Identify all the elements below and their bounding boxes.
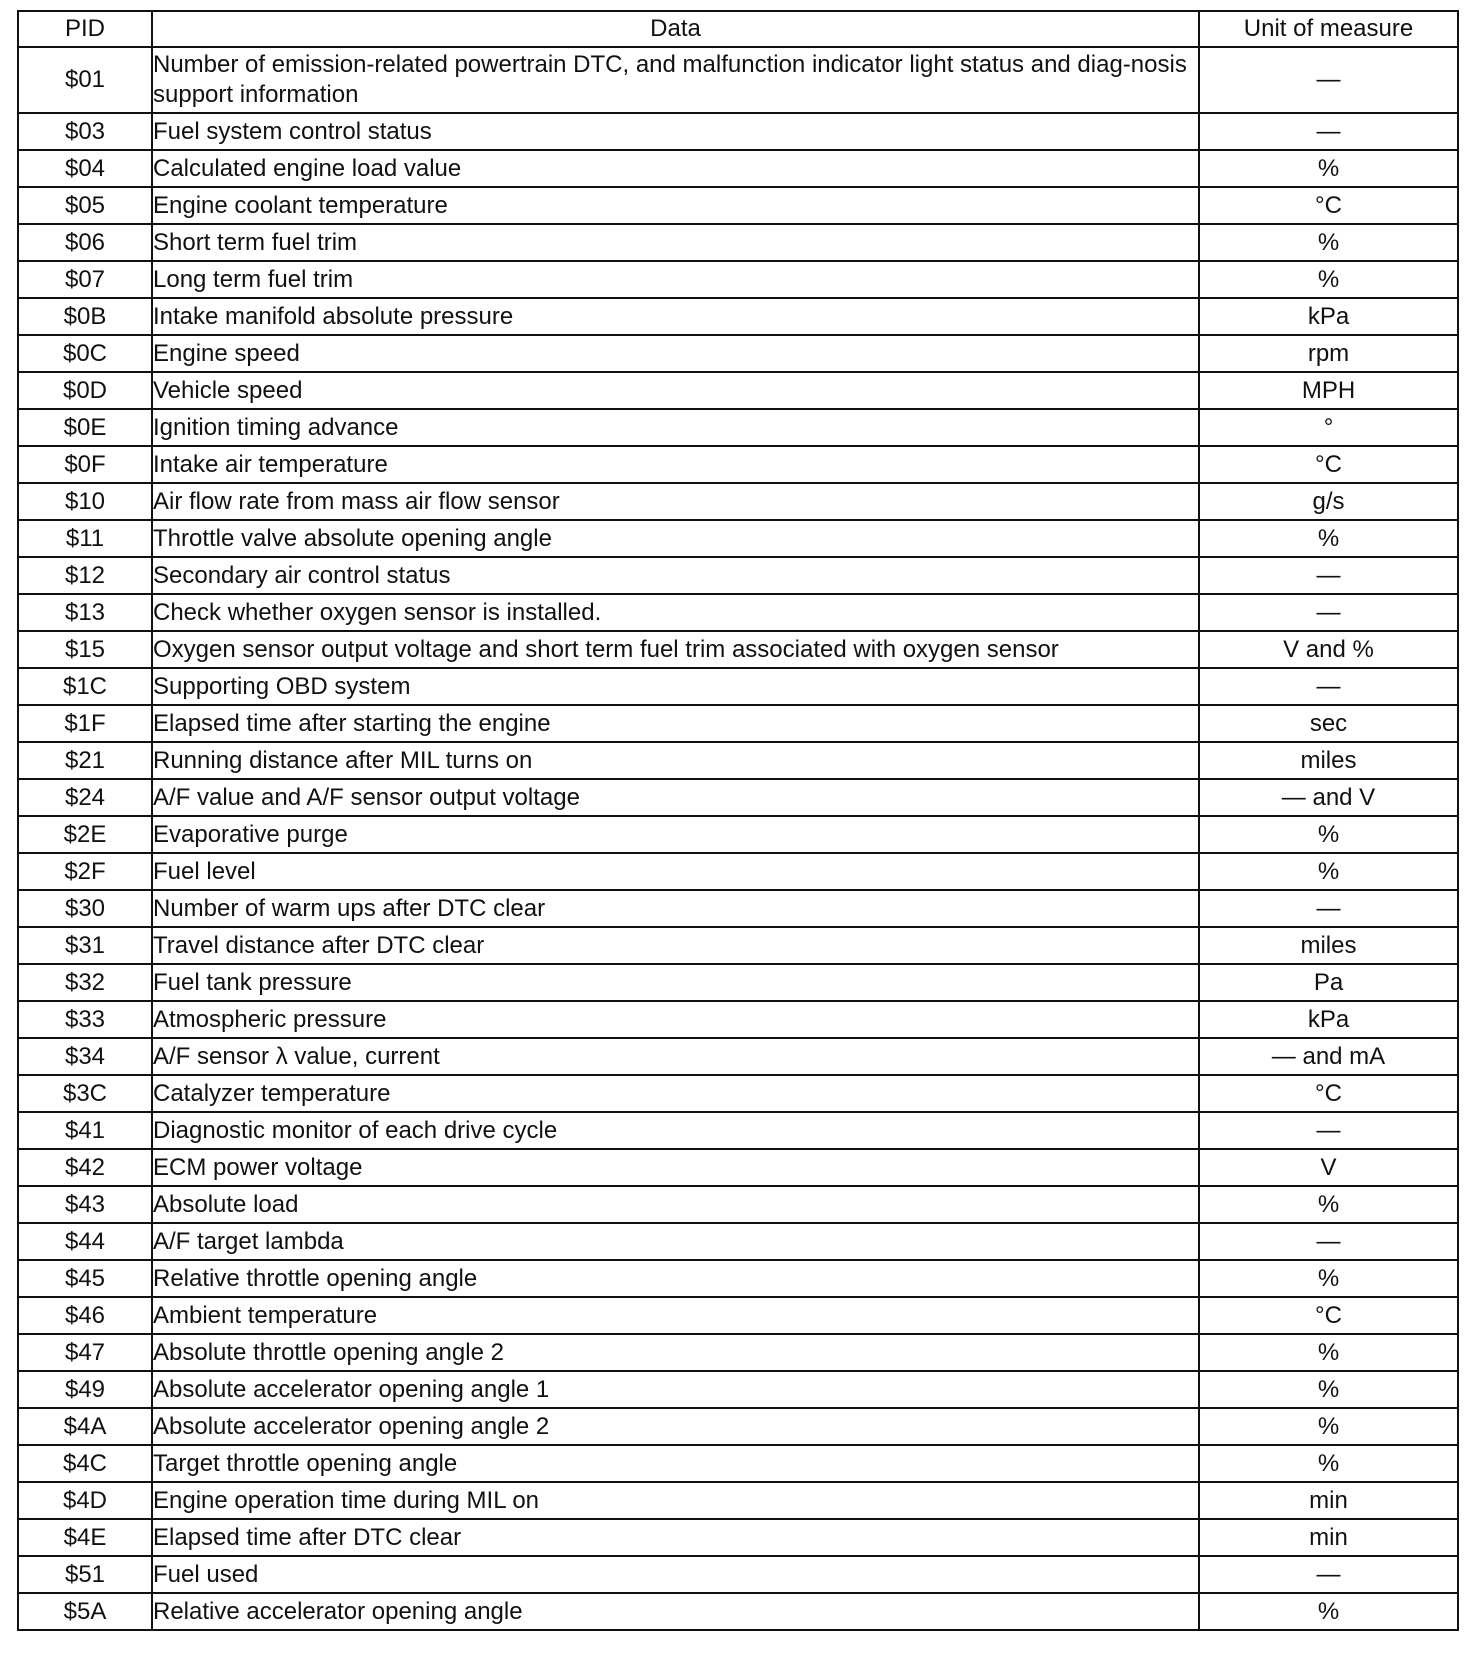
- pid-cell: $4D: [18, 1482, 152, 1519]
- unit-cell: %: [1199, 853, 1458, 890]
- unit-cell: rpm: [1199, 335, 1458, 372]
- table-row: [18, 372, 1458, 409]
- unit-cell: Pa: [1199, 964, 1458, 1001]
- unit-cell: %: [1199, 1186, 1458, 1223]
- unit-cell: °C: [1199, 1075, 1458, 1112]
- pid-cell: $0C: [18, 335, 152, 372]
- table-row: [18, 187, 1458, 224]
- pid-cell: $21: [18, 742, 152, 779]
- data-cell: Relative throttle opening angle: [152, 1260, 1199, 1297]
- data-cell: Intake air temperature: [152, 446, 1199, 483]
- unit-cell: kPa: [1199, 298, 1458, 335]
- pid-cell: $34: [18, 1038, 152, 1075]
- data-cell: Absolute throttle opening angle 2: [152, 1334, 1199, 1371]
- data-cell: Intake manifold absolute pressure: [152, 298, 1199, 335]
- unit-cell: — and mA: [1199, 1038, 1458, 1075]
- unit-cell: V: [1199, 1149, 1458, 1186]
- data-cell: Atmospheric pressure: [152, 1001, 1199, 1038]
- unit-cell: °C: [1199, 187, 1458, 224]
- data-cell: Short term fuel trim: [152, 224, 1199, 261]
- pid-cell: $0F: [18, 446, 152, 483]
- data-cell: Fuel tank pressure: [152, 964, 1199, 1001]
- pid-cell: $0B: [18, 298, 152, 335]
- pid-cell: $13: [18, 594, 152, 631]
- table-row: [18, 1149, 1458, 1186]
- unit-cell: min: [1199, 1482, 1458, 1519]
- data-cell: Secondary air control status: [152, 557, 1199, 594]
- pid-data-table: [17, 10, 1459, 1631]
- table-row: [18, 1112, 1458, 1149]
- unit-cell: miles: [1199, 742, 1458, 779]
- table-row: [18, 779, 1458, 816]
- data-cell: Supporting OBD system: [152, 668, 1199, 705]
- pid-cell: $3C: [18, 1075, 152, 1112]
- pid-cell: $51: [18, 1556, 152, 1593]
- table-header: [18, 11, 1458, 47]
- pid-cell: $2F: [18, 853, 152, 890]
- data-cell: Engine operation time during MIL on: [152, 1482, 1199, 1519]
- table-row: [18, 816, 1458, 853]
- pid-cell: $44: [18, 1223, 152, 1260]
- data-cell: Target throttle opening angle: [152, 1445, 1199, 1482]
- unit-cell: %: [1199, 224, 1458, 261]
- data-cell: Engine coolant temperature: [152, 187, 1199, 224]
- table-row: [18, 631, 1458, 668]
- unit-cell: sec: [1199, 705, 1458, 742]
- table-row: [18, 1260, 1458, 1297]
- table-row: [18, 1556, 1458, 1593]
- table-row: [18, 1297, 1458, 1334]
- data-cell: Relative accelerator opening angle: [152, 1593, 1199, 1630]
- data-cell: Elapsed time after starting the engine: [152, 705, 1199, 742]
- table-row: [18, 1223, 1458, 1260]
- table-body: [18, 47, 1458, 1630]
- pid-cell: $30: [18, 890, 152, 927]
- pid-cell: $10: [18, 483, 152, 520]
- unit-cell: —: [1199, 47, 1458, 113]
- unit-cell: %: [1199, 1371, 1458, 1408]
- unit-cell: —: [1199, 1112, 1458, 1149]
- pid-cell: $04: [18, 150, 152, 187]
- data-cell: Diagnostic monitor of each drive cycle: [152, 1112, 1199, 1149]
- header-row: [18, 11, 1458, 47]
- pid-cell: $41: [18, 1112, 152, 1149]
- unit-cell: V and %: [1199, 631, 1458, 668]
- data-cell: Oxygen sensor output voltage and short term fuel trim associated with oxygen sensor: [152, 631, 1199, 668]
- data-cell: Long term fuel trim: [152, 261, 1199, 298]
- data-cell: Evaporative purge: [152, 816, 1199, 853]
- table-row: [18, 1482, 1458, 1519]
- table-row: [18, 298, 1458, 335]
- data-cell: Ambient temperature: [152, 1297, 1199, 1334]
- pid-cell: $46: [18, 1297, 152, 1334]
- unit-cell: %: [1199, 261, 1458, 298]
- table-row: [18, 113, 1458, 150]
- data-cell: Fuel level: [152, 853, 1199, 890]
- pid-cell: $32: [18, 964, 152, 1001]
- data-cell: Catalyzer temperature: [152, 1075, 1199, 1112]
- pid-cell: $49: [18, 1371, 152, 1408]
- table-row: [18, 520, 1458, 557]
- data-cell: Number of emission-related powertrain DTC, and malfunction indicator light status and diag-nosis support information: [152, 47, 1199, 113]
- table-row: [18, 594, 1458, 631]
- pid-cell: $15: [18, 631, 152, 668]
- table-row: [18, 150, 1458, 187]
- unit-cell: MPH: [1199, 372, 1458, 409]
- table-row: [18, 1593, 1458, 1630]
- table-row: [18, 335, 1458, 372]
- data-cell: A/F value and A/F sensor output voltage: [152, 779, 1199, 816]
- table-row: [18, 1519, 1458, 1556]
- unit-cell: %: [1199, 1593, 1458, 1630]
- pid-cell: $43: [18, 1186, 152, 1223]
- table-row: [18, 261, 1458, 298]
- unit-cell: %: [1199, 520, 1458, 557]
- pid-cell: $4C: [18, 1445, 152, 1482]
- table-row: [18, 1334, 1458, 1371]
- header-data: Data: [152, 11, 1199, 47]
- table-row: [18, 1408, 1458, 1445]
- table-row: [18, 668, 1458, 705]
- header-pid: PID: [18, 11, 152, 47]
- unit-cell: min: [1199, 1519, 1458, 1556]
- table-row: [18, 47, 1458, 113]
- table-row: [18, 557, 1458, 594]
- pid-cell: $12: [18, 557, 152, 594]
- pid-cell: $24: [18, 779, 152, 816]
- pid-cell: $03: [18, 113, 152, 150]
- header-unit: Unit of measure: [1199, 11, 1458, 47]
- pid-cell: $4E: [18, 1519, 152, 1556]
- unit-cell: —: [1199, 890, 1458, 927]
- pid-cell: $45: [18, 1260, 152, 1297]
- table-row: [18, 927, 1458, 964]
- unit-cell: —: [1199, 1223, 1458, 1260]
- unit-cell: kPa: [1199, 1001, 1458, 1038]
- data-cell: Fuel used: [152, 1556, 1199, 1593]
- pid-cell: $01: [18, 47, 152, 113]
- table-row: [18, 1001, 1458, 1038]
- data-cell: Elapsed time after DTC clear: [152, 1519, 1199, 1556]
- unit-cell: %: [1199, 1408, 1458, 1445]
- data-cell: Number of warm ups after DTC clear: [152, 890, 1199, 927]
- pid-cell: $0E: [18, 409, 152, 446]
- data-cell: Vehicle speed: [152, 372, 1199, 409]
- unit-cell: —: [1199, 113, 1458, 150]
- data-cell: ECM power voltage: [152, 1149, 1199, 1186]
- unit-cell: — and V: [1199, 779, 1458, 816]
- pid-cell: $11: [18, 520, 152, 557]
- table-row: [18, 1371, 1458, 1408]
- unit-cell: —: [1199, 594, 1458, 631]
- data-cell: Ignition timing advance: [152, 409, 1199, 446]
- table-row: [18, 1186, 1458, 1223]
- pid-cell: $5A: [18, 1593, 152, 1630]
- unit-cell: %: [1199, 816, 1458, 853]
- pid-cell: $31: [18, 927, 152, 964]
- table-row: [18, 705, 1458, 742]
- pid-cell: $47: [18, 1334, 152, 1371]
- table-row: [18, 446, 1458, 483]
- unit-cell: °: [1199, 409, 1458, 446]
- table-row: [18, 1075, 1458, 1112]
- pid-cell: $2E: [18, 816, 152, 853]
- data-cell: Running distance after MIL turns on: [152, 742, 1199, 779]
- unit-cell: —: [1199, 557, 1458, 594]
- unit-cell: %: [1199, 1334, 1458, 1371]
- data-cell: Fuel system control status: [152, 113, 1199, 150]
- table-row: [18, 1038, 1458, 1075]
- unit-cell: —: [1199, 668, 1458, 705]
- unit-cell: miles: [1199, 927, 1458, 964]
- table-row: [18, 890, 1458, 927]
- unit-cell: %: [1199, 150, 1458, 187]
- unit-cell: %: [1199, 1260, 1458, 1297]
- table-row: [18, 964, 1458, 1001]
- data-cell: Calculated engine load value: [152, 150, 1199, 187]
- data-cell: A/F sensor λ value, current: [152, 1038, 1199, 1075]
- unit-cell: %: [1199, 1445, 1458, 1482]
- data-cell: Engine speed: [152, 335, 1199, 372]
- data-cell: A/F target lambda: [152, 1223, 1199, 1260]
- data-cell: Check whether oxygen sensor is installed.: [152, 594, 1199, 631]
- table-row: [18, 224, 1458, 261]
- pid-cell: $07: [18, 261, 152, 298]
- table-row: [18, 409, 1458, 446]
- data-cell: Absolute accelerator opening angle 1: [152, 1371, 1199, 1408]
- pid-cell: $0D: [18, 372, 152, 409]
- pid-cell: $4A: [18, 1408, 152, 1445]
- table-row: [18, 1445, 1458, 1482]
- pid-cell: $05: [18, 187, 152, 224]
- table-row: [18, 853, 1458, 890]
- pid-cell: $42: [18, 1149, 152, 1186]
- unit-cell: °C: [1199, 446, 1458, 483]
- data-cell: Air flow rate from mass air flow sensor: [152, 483, 1199, 520]
- unit-cell: g/s: [1199, 483, 1458, 520]
- data-cell: Throttle valve absolute opening angle: [152, 520, 1199, 557]
- pid-cell: $33: [18, 1001, 152, 1038]
- unit-cell: —: [1199, 1556, 1458, 1593]
- pid-cell: $1F: [18, 705, 152, 742]
- unit-cell: °C: [1199, 1297, 1458, 1334]
- data-cell: Absolute accelerator opening angle 2: [152, 1408, 1199, 1445]
- pid-cell: $1C: [18, 668, 152, 705]
- table-row: [18, 483, 1458, 520]
- table-row: [18, 742, 1458, 779]
- data-cell: Absolute load: [152, 1186, 1199, 1223]
- data-cell: Travel distance after DTC clear: [152, 927, 1199, 964]
- pid-cell: $06: [18, 224, 152, 261]
